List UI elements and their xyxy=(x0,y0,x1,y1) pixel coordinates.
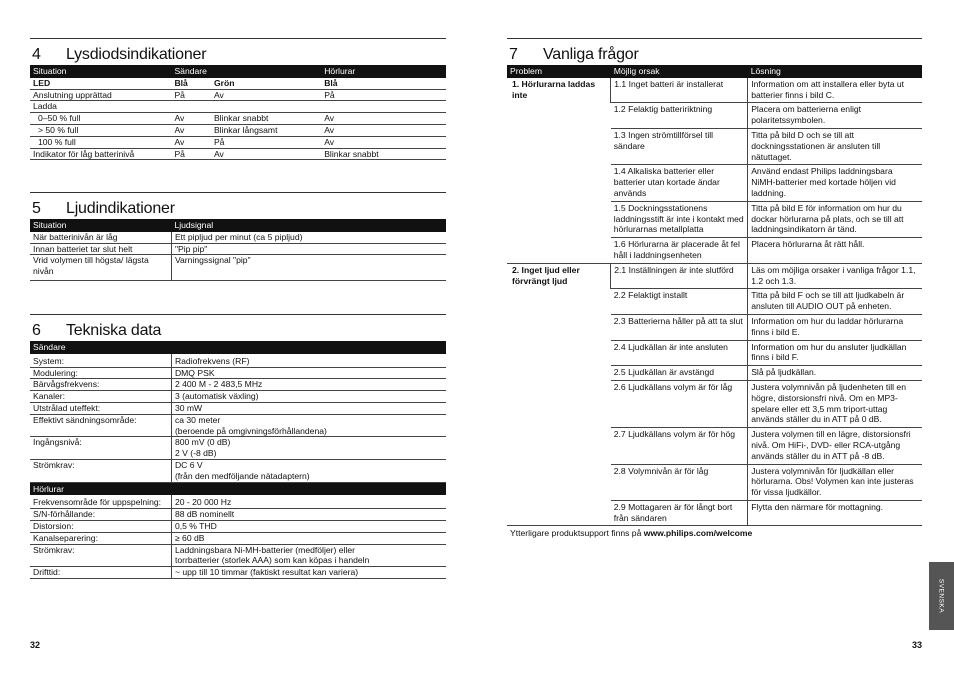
section-technical-data xyxy=(30,314,446,579)
cell-line: ca 30 meter xyxy=(174,414,221,425)
cell xyxy=(171,544,446,567)
cell: 3 (automatisk växling) xyxy=(171,391,446,403)
cell: 100 % full xyxy=(30,136,171,148)
problem-cell: 2. Inget ljud eller förvrängt ljud xyxy=(507,263,611,526)
support-link[interactable]: www.philips.com/welcome xyxy=(643,528,753,539)
solution-cell: Justera volymnivån för ljudkällan eller hörlurarna. Obs! Volymen kan inte justeras för vissa ljudkällor. xyxy=(748,464,922,500)
cell: Radiofrekvens (RF) xyxy=(171,354,446,367)
section-heading xyxy=(30,314,446,341)
table-row xyxy=(507,263,922,289)
cell: Av xyxy=(171,124,211,136)
cell: När batterinivån är låg xyxy=(30,232,171,243)
cause-cell: 2.5 Ljudkällan är avstängd xyxy=(611,366,748,381)
table-row xyxy=(30,532,446,544)
cell: På xyxy=(171,148,211,160)
table-row xyxy=(30,414,446,437)
sound-table xyxy=(30,219,446,281)
solution-cell: Placera hörlurarna åt rätt håll. xyxy=(748,238,922,264)
cell: 2 400 M - 2 483,5 MHz xyxy=(171,379,446,391)
cause-cell: 1.6 Hörlurarna är placerade åt fel håll i laddningsenheten xyxy=(611,238,748,264)
cell: På xyxy=(171,89,211,101)
cell xyxy=(171,414,446,437)
col-header: Sändare xyxy=(171,65,321,78)
table-row xyxy=(30,255,446,281)
cell: Blå xyxy=(321,78,446,89)
cell xyxy=(321,101,446,113)
cell: Kanalseparering: xyxy=(30,532,171,544)
section-led-indicators xyxy=(30,38,446,160)
table-row xyxy=(30,101,446,113)
group-header xyxy=(30,482,446,495)
cell: Ett pipljud per minut (ca 5 pipljud) xyxy=(171,232,446,243)
group-header xyxy=(30,341,446,354)
table-row xyxy=(30,402,446,414)
cell: Av xyxy=(211,148,321,160)
cell: Frekvensområde för uppspelning: xyxy=(30,495,171,508)
cell: Anslutning upprättad xyxy=(30,89,171,101)
col-header: Situation xyxy=(30,65,171,78)
cell: Av xyxy=(211,89,321,101)
cause-cell: 1.1 Inget batteri är installerat xyxy=(611,78,748,103)
table-row xyxy=(30,124,446,136)
cell: Av xyxy=(171,113,211,125)
col-header: Problem xyxy=(507,65,611,78)
table-row xyxy=(30,567,446,579)
cell: Hörlurar xyxy=(30,482,446,495)
cell: 0–50 % full xyxy=(30,113,171,125)
cell: Blinkar snabbt xyxy=(211,113,321,125)
table-row xyxy=(30,136,446,148)
faq-table xyxy=(507,65,922,526)
table-row xyxy=(30,391,446,403)
cell: Innan batteriet tar slut helt xyxy=(30,243,171,255)
cell-line: (beroende på omgivningsförhållandena) xyxy=(174,425,327,436)
cell: 20 - 20 000 Hz xyxy=(171,495,446,508)
cause-cell: 1.5 Dockningsstationens laddningsstift är inte i kontakt med hörlurarnas metallplatta xyxy=(611,201,748,237)
problem-cell: 1. Hörlurarna laddas inte xyxy=(507,78,611,263)
cell: Distorsion: xyxy=(30,520,171,532)
cell: Vrid volymen till högsta/ lägsta nivån xyxy=(30,255,171,281)
cell: Blinkar långsamt xyxy=(211,124,321,136)
table-row xyxy=(30,495,446,508)
table-row xyxy=(30,89,446,101)
solution-cell: Information om att installera eller byta ut batterier finns i bild C. xyxy=(748,78,922,103)
cell: LED xyxy=(30,78,171,89)
cell: Kanaler: xyxy=(30,391,171,403)
section-title: Ljudindikationer xyxy=(66,199,175,217)
col-header: Ljudsignal xyxy=(171,219,446,232)
col-header: Situation xyxy=(30,219,171,232)
solution-cell: Information om hur du laddar hörlurarna finns i bild E. xyxy=(748,314,922,340)
cell: Modulering: xyxy=(30,367,171,379)
cell xyxy=(171,437,446,460)
cell xyxy=(171,101,211,113)
solution-cell: Läs om möjliga orsaker i vanliga frågor 1.1, 1.2 och 1.3. xyxy=(748,263,922,289)
cell: Blinkar snabbt xyxy=(321,148,446,160)
section-number: 5 xyxy=(32,199,41,217)
section-title: Vanliga frågor xyxy=(543,45,639,63)
cell: 88 dB nominellt xyxy=(171,509,446,521)
cell: 0,5 % THD xyxy=(171,520,446,532)
cell: Grön xyxy=(211,78,321,89)
table-row xyxy=(30,148,446,160)
cause-cell: 2.9 Mottagaren är för långt bort från sändaren xyxy=(611,500,748,526)
support-text: Ytterligare produktsupport finns på xyxy=(510,528,644,539)
table-row xyxy=(30,437,446,460)
table-row xyxy=(30,367,446,379)
cell: Effektivt sändningsområde: xyxy=(30,414,171,437)
table-row xyxy=(30,379,446,391)
cell-line: (från den medföljande nätadaptern) xyxy=(174,470,310,481)
cell: Utstrålad uteffekt: xyxy=(30,402,171,414)
support-note xyxy=(507,528,922,538)
solution-cell: Titta på bild E för information om hur du dockar hörlurarna på plats, och se till att laddningsindikatorn är tänd. xyxy=(748,201,922,237)
cell-line: DC 6 V xyxy=(174,459,203,470)
table-row xyxy=(30,544,446,567)
cell xyxy=(171,459,446,482)
section-heading xyxy=(30,192,446,219)
col-header: Lösning xyxy=(748,65,922,78)
cell: Strömkrav: xyxy=(30,544,171,567)
cause-cell: 1.3 Ingen strömtillförsel till sändare xyxy=(611,128,748,164)
language-tab-label: SVENSKA xyxy=(937,578,945,614)
solution-cell: Information om hur du ansluter ljudkällan finns i bild F. xyxy=(748,340,922,366)
table-row xyxy=(30,509,446,521)
cause-cell: 2.6 Ljudkällans volym är för låg xyxy=(611,380,748,427)
cell: Blå xyxy=(171,78,211,89)
col-header: Hörlurar xyxy=(321,65,446,78)
cell: Ladda xyxy=(30,101,171,113)
cell: Drifttid: xyxy=(30,567,171,579)
table-row xyxy=(30,78,446,89)
table-row xyxy=(30,232,446,243)
table-row xyxy=(507,78,922,103)
section-number: 7 xyxy=(509,45,518,63)
cause-cell: 2.8 Volymnivån är för låg xyxy=(611,464,748,500)
cell: Varningssignal "pip" xyxy=(171,255,446,281)
cause-cell: 2.7 Ljudkällans volym är för hög xyxy=(611,428,748,464)
solution-cell: Justera volymen till en lägre, distorsionsfri nivå. Om HiFi-, DVD- eller RCA-utgång används ställer du in ATT på -8 dB. xyxy=(748,428,922,464)
cell: Av xyxy=(321,124,446,136)
solution-cell: Justera volymnivån på ljudenheten till en högre, distorsionsfri nivå. Om en MP3-spelare eller ett 3,5 mm triport-uttag används ställer du in ATT på 0 dB. xyxy=(748,380,922,427)
table-row xyxy=(30,354,446,367)
section-sound-indicators xyxy=(30,192,446,281)
solution-cell: Använd endast Philips laddningsbara NiMH-batterier med kortade höljen vid laddning. xyxy=(748,165,922,201)
cell: Bärvågsfrekvens: xyxy=(30,379,171,391)
cell-line: torrbatterier (storlek AAA) som kan köpas i handeln xyxy=(174,555,370,566)
solution-cell: Flytta den närmare för mottagning. xyxy=(748,500,922,526)
solution-cell: Titta på bild F och se till att ljudkabeln är ansluten till AUDIO OUT på enheten. xyxy=(748,289,922,315)
cell: 30 mW xyxy=(171,402,446,414)
cell: Strömkrav: xyxy=(30,459,171,482)
solution-cell: Placera om batterierna enligt polaritetssymbolen. xyxy=(748,103,922,129)
section-number: 6 xyxy=(32,321,41,339)
cause-cell: 2.4 Ljudkällan är inte ansluten xyxy=(611,340,748,366)
cell: Sändare xyxy=(30,341,446,354)
cell: På xyxy=(211,136,321,148)
cause-cell: 2.3 Batterierna håller på att ta slut xyxy=(611,314,748,340)
section-faq xyxy=(507,38,922,538)
cause-cell: 1.2 Felaktig batteririktning xyxy=(611,103,748,129)
cell: ~ upp till 10 timmar (faktiskt resultat kan variera) xyxy=(171,567,446,579)
solution-cell: Titta på bild D och se till att dockningsstationen är ansluten till nätuttaget. xyxy=(748,128,922,164)
cell: Av xyxy=(321,136,446,148)
cell: S/N-förhållande: xyxy=(30,509,171,521)
cell: Ingångsnivå: xyxy=(30,437,171,460)
language-tab xyxy=(929,562,954,630)
cell: "Pip pip" xyxy=(171,243,446,255)
section-title: Tekniska data xyxy=(66,321,162,339)
cell: > 50 % full xyxy=(30,124,171,136)
table-row xyxy=(30,459,446,482)
section-number: 4 xyxy=(32,45,41,63)
section-title: Lysdiodsindikationer xyxy=(66,45,207,63)
cell: Av xyxy=(321,113,446,125)
cause-cell: 2.1 Inställningen är inte slutförd xyxy=(611,263,748,289)
page-number-right: 33 xyxy=(912,640,923,650)
col-header: Möjlig orsak xyxy=(611,65,748,78)
cell-line: 800 mV (0 dB) xyxy=(174,437,231,448)
cell-line: Laddningsbara Ni-MH-batterier (medföljer) eller xyxy=(174,544,355,555)
table-row xyxy=(30,113,446,125)
led-table xyxy=(30,65,446,160)
solution-cell: Slå på ljudkällan. xyxy=(748,366,922,381)
cell-line: 2 V (-8 dB) xyxy=(174,448,217,459)
section-heading xyxy=(30,38,446,65)
cell: DMQ PSK xyxy=(171,367,446,379)
table-row xyxy=(30,243,446,255)
spec-table xyxy=(30,341,446,579)
cause-cell: 2.2 Felaktigt installt xyxy=(611,289,748,315)
cause-cell: 1.4 Alkaliska batterier eller batterier utan kortade ändar används xyxy=(611,165,748,201)
cell: Av xyxy=(171,136,211,148)
cell: System: xyxy=(30,354,171,367)
cell xyxy=(211,101,321,113)
page-number-left: 32 xyxy=(30,640,41,650)
table-row xyxy=(30,520,446,532)
cell: ≥ 60 dB xyxy=(171,532,446,544)
cell: På xyxy=(321,89,446,101)
cell: Indikator för låg batterinivå xyxy=(30,148,171,160)
section-heading xyxy=(507,38,922,65)
